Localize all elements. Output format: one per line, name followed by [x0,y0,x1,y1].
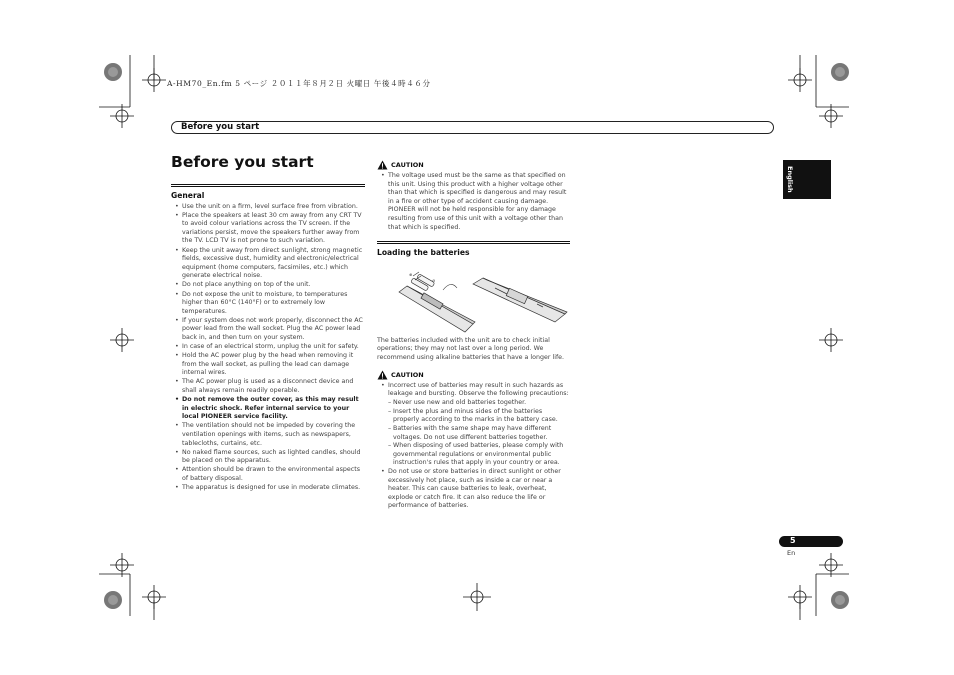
list-item: • Use the unit on a firm, level surface free from vibration. [171,203,365,212]
caution-label: CAUTION [391,370,424,379]
left-column [171,184,365,493]
language-tab-label: English [786,166,794,193]
general-list [171,203,365,493]
section-rule [171,184,365,187]
list-item-warning: • Do not remove the outer cover, as this may result in electric shock. Refer internal service to your local PIONEER service facility. [171,396,365,422]
caution-list [377,382,570,399]
list-item: • The AC power plug is used as a disconnect device and shall always remain readily operable. [171,378,365,395]
print-header: A-HM70_En.fm 5 ページ ２０１１年８月２日 火曜日 午後４時４６分 [167,79,431,88]
warning-icon [377,370,388,380]
precaution-sublist [377,399,570,468]
list-item-text: Incorrect use of batteries may result in such hazards as leakage and bursting. Observe the following precautions: [388,381,569,398]
sub-list-item: – Insert the plus and minus sides of the batteries properly according to the marks in the battery case. [377,408,570,425]
svg-text:⊖: ⊖ [432,277,436,283]
battery-loading-illustration [377,264,570,334]
language-tab [783,160,831,199]
caution-label: CAUTION [391,161,424,169]
list-item: • Do not use or store batteries in direct sunlight or other excessively hot place, such as inside a car or near a heater. This can cause batteries to leak, overheat, explode or catch fire. It can also reduce the life or performance of batteries. [377,468,570,511]
warning-icon [377,160,388,170]
list-item: • Hold the AC power plug by the head when removing it from the wall socket, as pulling the lead can damage internal wires. [171,352,365,378]
list-item: • Place the speakers at least 30 cm away from any CRT TV to avoid colour variations across the TV screen. If the variations persist, move the speakers further away from the TV. LCD TV is not prone to such variation. [171,212,365,246]
svg-text:⊕: ⊕ [409,271,413,277]
list-item: • The apparatus is designed for use in moderate climates. [171,484,365,493]
page-number-badge [779,536,843,547]
caution-heading [377,370,570,380]
right-column [377,160,570,511]
list-item: • The voltage used must be the same as that specified on this unit. Using this product with a higher voltage other than that which is specified is dangerous and may result in a fire or other type of accident causing damage. PIONEER will not be held responsible for any damage resulting from use of this unit with a voltage other than that which is specified. [377,172,570,232]
loading-heading: Loading the batteries [377,248,470,258]
list-item [377,382,570,399]
list-item: • Keep the unit away from direct sunlight, strong magnetic fields, excessive dust, humidity and electronic/electrical equipment (home computers, facsimiles, etc.) which generate electrical noise. [171,247,365,281]
caution-list [377,172,570,232]
list-item: • Attention should be drawn to the environmental aspects of battery disposal. [171,466,365,483]
list-item: • The ventilation should not be impeded by covering the ventilation openings with items, such as newspapers, tablecloths, curtains, etc. [171,422,365,448]
sub-list-item: – When disposing of used batteries, please comply with governmental regulations or environmental public instruction's rules that apply in your country or area. [377,442,570,468]
list-item: • Do not place anything on top of the unit. [171,281,365,290]
section-rule [377,241,570,244]
list-item: • In case of an electrical storm, unplug the unit for safety. [171,343,365,352]
section-bar [171,121,774,134]
list-item: • Do not expose the unit to moisture, to temperatures higher than 60°C (140°F) or to extremely low temperatures. [171,291,365,317]
caution-list-continued [377,468,570,511]
list-item: • If your system does not work properly, disconnect the AC power lead from the wall socket. Plug the AC power lead back in, and then turn on your system. [171,317,365,343]
caution-heading [377,160,570,170]
page-title: Before you start [171,153,314,171]
general-heading: General [171,191,205,200]
loading-intro: The batteries included with the unit are to check initial operations; they may not last over a long period. We recommend using alkaline batteries that have a longer life. [377,336,565,361]
page-language: En [787,549,796,557]
page-number: 5 [790,536,796,545]
sub-list-item: – Never use new and old batteries together. [377,399,570,408]
sub-list-item: – Batteries with the same shape may have different voltages. Do not use different batteries together. [377,425,570,442]
list-item: • No naked flame sources, such as lighted candles, should be placed on the apparatus. [171,449,365,466]
section-bar-label: Before you start [181,122,260,132]
